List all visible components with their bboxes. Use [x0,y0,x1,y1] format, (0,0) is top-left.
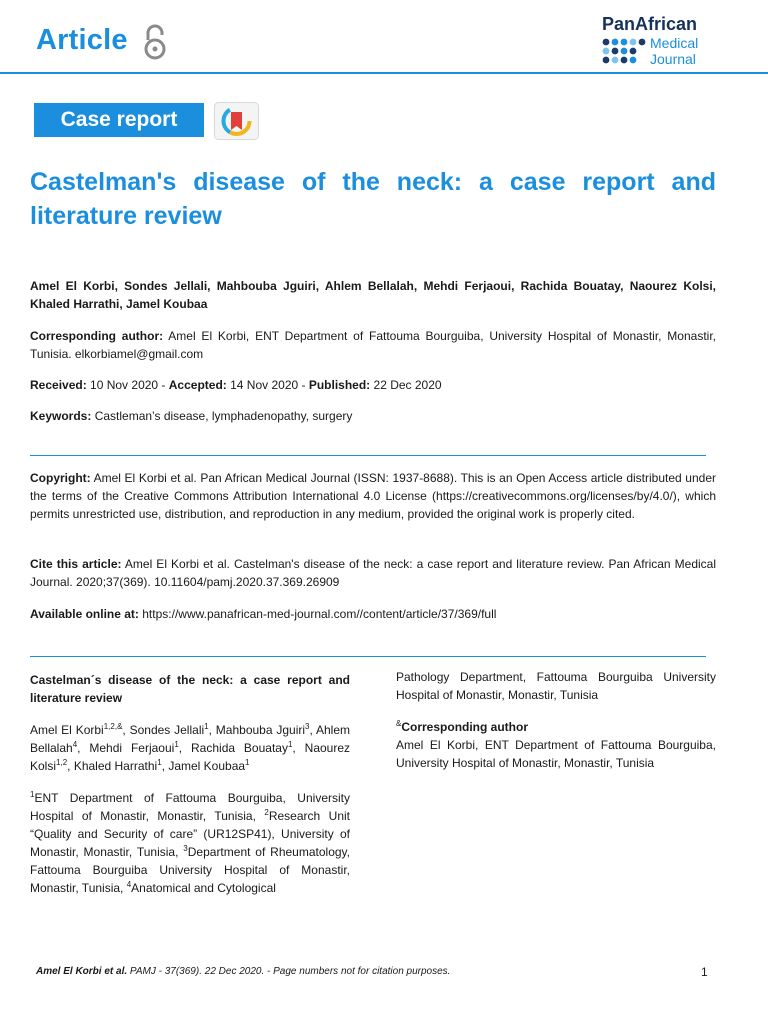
corresponding-sup: & [396,719,402,728]
column-author-name: Sondes Jellali [129,723,205,737]
copyright-notice [30,469,716,523]
affiliation-continued: Pathology Department, Fattouma Bourguiba University Hospital of Monastir, Monastir, Tunisia [396,670,716,702]
logo-line-journal: Journal [650,51,696,67]
logo-line-medical: Medical [650,35,699,51]
affiliation-text: Research Unit “Quality and Security of care” (UR12SP41), University of Monastir, Monastir, Tunisia, [30,809,350,859]
copyright-label: Copyright: [30,471,91,485]
open-access-lock-icon [142,24,168,60]
corresponding-author-heading [396,718,716,736]
available-label: Available online at: [30,607,139,621]
corresponding-author [30,327,716,363]
journal-logo [600,14,740,70]
section-divider [30,455,706,456]
author-affiliation-sup: 1,2,& [103,722,123,731]
check-for-updates-icon[interactable] [214,102,259,140]
available-url[interactable]: https://www.panafrican-med-journal.com//content/article/37/369/full [138,607,497,621]
author-affiliation-sup: 1 [174,740,179,749]
left-column [30,671,350,897]
affiliation-sup: 2 [264,808,269,817]
header-divider [0,72,768,74]
logo-title: PanAfrican [602,14,698,34]
author-affiliation-sup: 1 [204,722,209,731]
case-report-badge: Case report [34,103,204,137]
affiliation-text: ENT Department of Fattouma Bourguiba, University Hospital of Monastir, Monastir, Tunisia, [30,791,350,823]
column-author-name: Mehdi Ferjaoui [89,741,175,755]
received-label: Received: [30,378,87,392]
column-author-name: Naourez Kolsi [30,741,351,773]
page-header [0,0,768,74]
corresponding-author-text: Amel El Korbi, ENT Department of Fattouma Bourguiba, University Hospital of Monastir, Monastir, Tunisia. elkorbiamel@gmail.com [30,329,716,361]
affiliations [30,789,350,897]
column-author-name: Mahbouba Jguiri [215,723,306,737]
column-article-title: Castelman´s disease of the neck: a case report and literature review [30,673,350,705]
article-title: Castelman's disease of the neck: a case report and literature review [30,168,716,230]
page-footer [36,966,450,977]
article-dates [30,376,716,394]
author-affiliation-sup: 1 [157,758,162,767]
affiliation-sup: 1 [30,790,35,799]
column-author-name: Rachida Bouatay [191,741,288,755]
column-author-name: Jamel Koubaa [168,759,246,773]
published-label: Published: [308,378,371,392]
accepted-date: 14 Nov 2020 - [226,378,309,392]
accepted-label: Accepted: [168,378,227,392]
published-date: 22 Dec 2020 [370,378,442,392]
received-date: 10 Nov 2020 - [86,378,169,392]
affiliation-text: Anatomical and Cytological [131,881,276,895]
right-column [396,668,716,772]
keywords [30,407,716,425]
section-divider [30,656,706,657]
column-author-list: Amel El Korbi$^{1,2,\&}$, Sondes Jellali$^1$, Mahbouba Jguiri$^3$, Ahlem Bellalah$^4$, Mehdi Ferjaoui$^1$, Rachida Bouatay$^1$, Naourez Kolsi$^{1,2}$, Khaled Harrathi$^1$, Jamel Koubaa$^1$ [30,722,351,773]
logo-dots-icon [602,38,646,68]
affiliation-sup: 4 [126,880,132,889]
author-affiliation-sup: 1,2 [56,758,68,767]
cite-text: Amel El Korbi et al. Castelman's disease of the neck: a case report and literature review. Pan African Medical Journal. 2020;37(369). 10.11604/pamj.2020.37.369.26909 [30,557,716,589]
author-affiliation-sup: 3 [305,722,310,731]
article-label: Article [36,24,128,56]
footer-citation: PAMJ - 37(369). 22 Dec 2020. - Page numbers not for citation purposes. [127,966,451,977]
column-author-name: Khaled Harrathi [73,759,158,773]
author-affiliation-sup: 1 [287,740,293,749]
column-author-name: Amel El Korbi [30,723,104,737]
affiliation-text: Department of Rheumatology, Fattouma Bourguiba University Hospital of Monastir, Monastir, Tunisia, [30,845,350,895]
corresponding-heading-text: Corresponding author [401,720,529,734]
author-affiliation-sup: 4 [72,740,78,749]
footer-authors: Amel El Korbi et al. [36,966,128,977]
column-author-name: Ahlem Bellalah [30,723,351,755]
corresponding-author-details: Amel El Korbi, ENT Department of Fattouma Bourguiba, University Hospital of Monastir, Monastir, Tunisia [396,738,716,770]
keywords-text: Castleman’s disease, lymphadenopathy, surgery [91,409,353,423]
cite-label: Cite this article: [30,557,122,571]
corresponding-author-label: Corresponding author: [30,329,164,343]
keywords-label: Keywords: [30,409,92,423]
author-list: Amel El Korbi, Sondes Jellali, Mahbouba Jguiri, Ahlem Bellalah, Mehdi Ferjaoui, Rachida Bouatay, Naourez Kolsi, Khaled Harrathi, Jamel Koubaa [30,279,716,311]
author-affiliation-sup: 1 [245,758,250,767]
affiliation-sup: 3 [183,844,188,853]
copyright-text: Amel El Korbi et al. Pan African Medical Journal (ISSN: 1937-8688). This is an Open Access article distributed under the terms of the Creative Commons Attribution International 4.0 License (https://creativecommons.org/licenses/by/4.0/), which permits unrestricted use, distribution, and reproduction in any medium, provided the original work is properly cited. [30,471,716,521]
page-number: 1 [701,965,708,979]
available-online [30,605,716,623]
citation [30,555,716,591]
